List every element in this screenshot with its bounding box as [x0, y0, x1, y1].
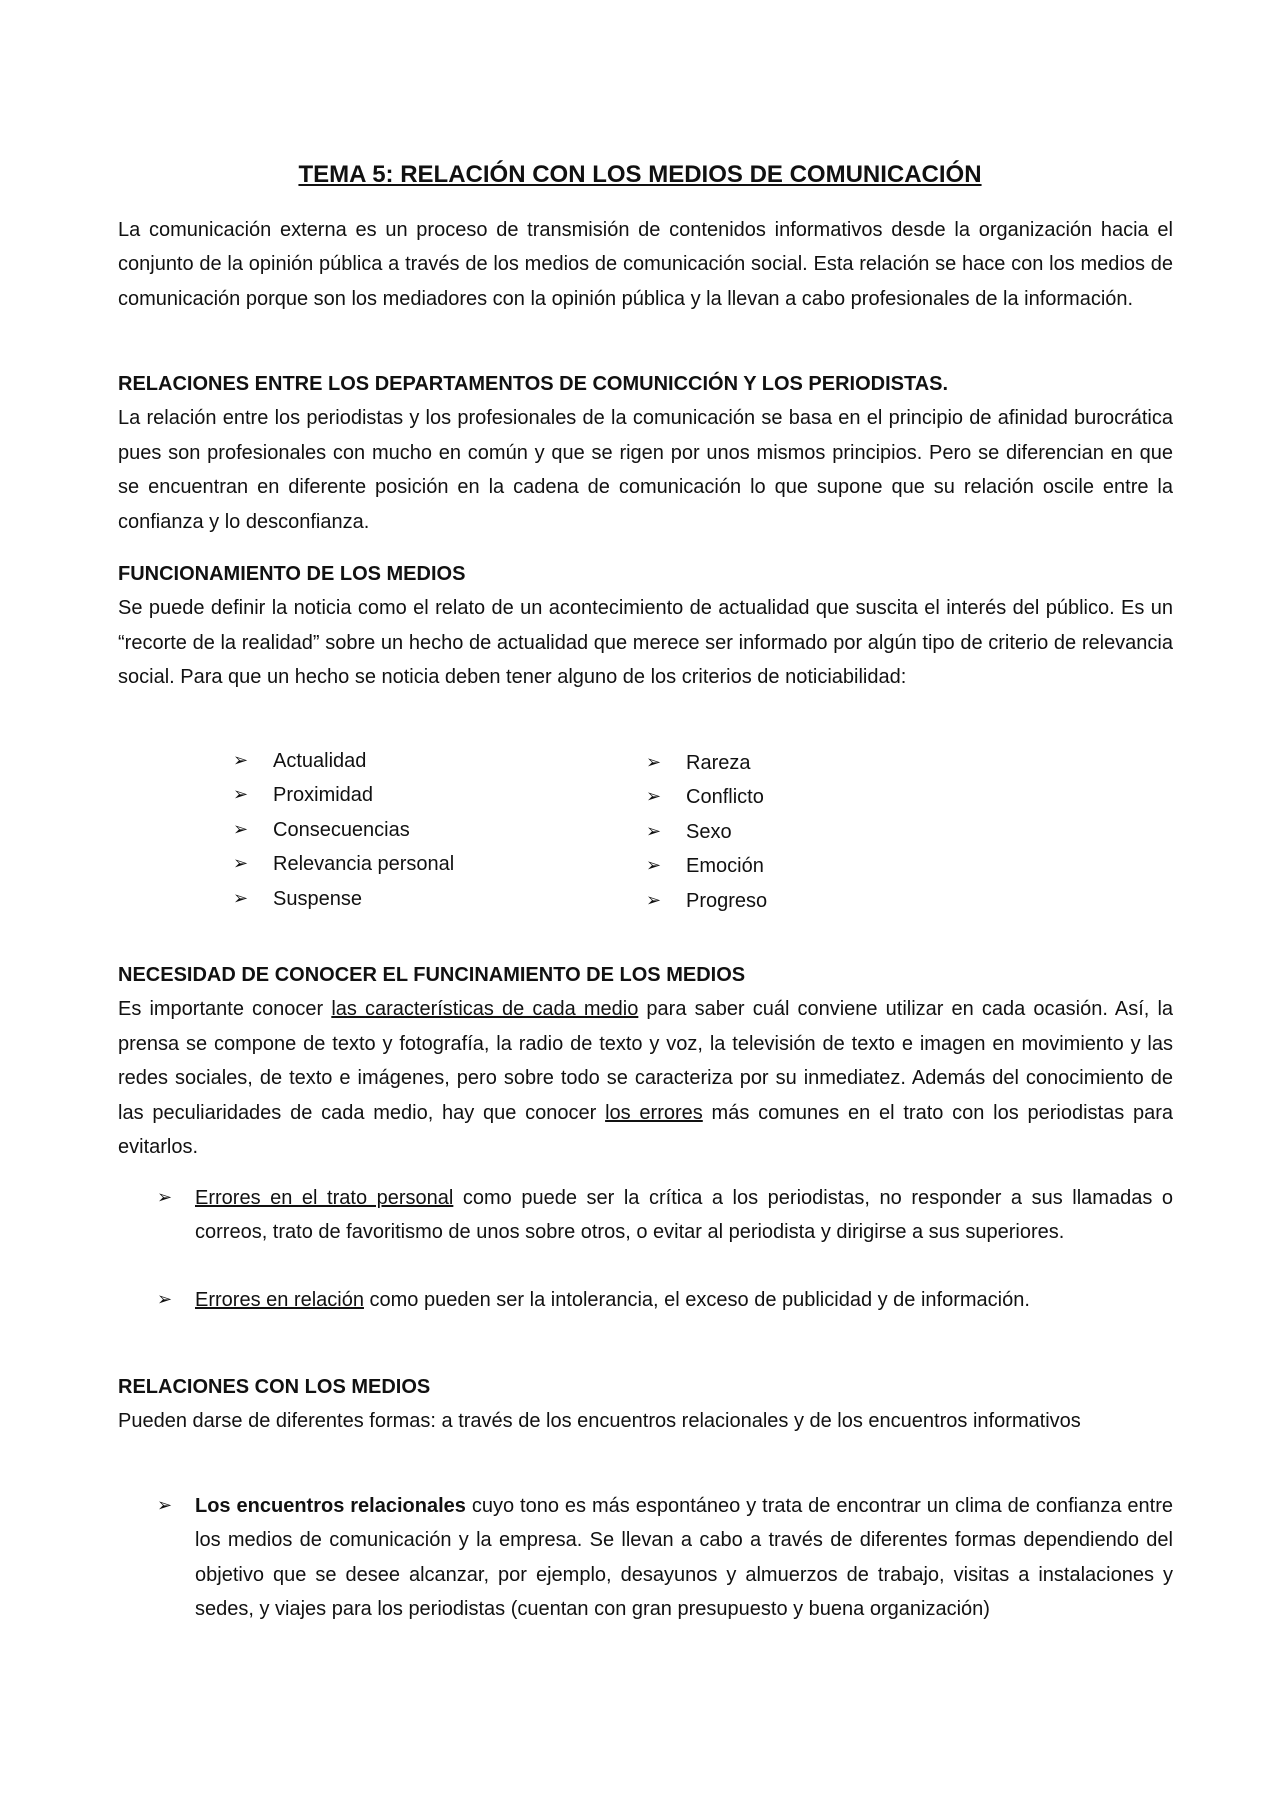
bullet-encuentros-relacionales: ➢ Los encuentros relacionales cuyo tono es más espontáneo y trata de encontrar un clima de confianza entre los medios de comunicación y la empresa. Se llevan a cabo a través de diferentes formas dependiendo del objetivo que se desee alcanzar, por ejemplo, desayunos y almuerzos de trabajo, visitas a instalaciones y sedes, y viajes para los periodistas (cuentan con gran presupuesto y buena organización): [157, 1489, 1173, 1627]
list-item: ➢ Suspense: [233, 882, 653, 916]
arrow-bullet-icon: ➢: [646, 889, 662, 911]
list-item: ➢ Proximidad: [233, 778, 653, 812]
list-item: ➢ Progreso: [646, 884, 1066, 918]
arrow-bullet-icon: ➢: [157, 1187, 173, 1208]
list-item: ➢ Sexo: [646, 815, 1066, 849]
section-heading: FUNCIONAMIENTO DE LOS MEDIOS: [118, 563, 466, 585]
list-item: ➢ Consecuencias: [233, 813, 653, 847]
list-item: ➢ Conflicto: [646, 780, 1066, 814]
arrow-bullet-icon: ➢: [157, 1495, 173, 1516]
arrow-bullet-icon: ➢: [646, 820, 662, 842]
section-body: La relación entre los periodistas y los profesionales de la comunicación se basa en el principio de afinidad burocrática pues son profesionales con mucho en común y que se rigen por unos mismos principios. Pero se diferencian en que se encuentran en diferente posición en la cadena de comunicación lo que supone que su relación oscile entre la confianza y lo desconfianza.: [118, 407, 1173, 533]
arrow-bullet-icon: ➢: [646, 752, 662, 773]
list-item: ➢ Rareza: [646, 746, 1066, 780]
section-relaciones-medios: [118, 1370, 1173, 1439]
arrow-bullet-icon: ➢: [233, 784, 249, 806]
list-item: ➢ Actualidad: [233, 744, 653, 778]
section-body: Pueden darse de diferentes formas: a través de los encuentros relacionales y de los encuentros informativos: [118, 1410, 1081, 1433]
list-item: ➢ Relevancia personal: [233, 847, 653, 881]
arrow-bullet-icon: ➢: [646, 786, 662, 808]
list-item: ➢ Emoción: [646, 849, 1066, 883]
intro-paragraph: [118, 213, 1173, 316]
arrow-bullet-icon: ➢: [233, 750, 249, 771]
section-heading: NECESIDAD DE CONOCER EL FUNCINAMIENTO DE LOS MEDIOS: [118, 964, 746, 986]
intro-text: La comunicación externa es un proceso de transmisión de contenidos informativos desde la organización hacia el conjunto de la opinión pública a través de los medios de comunicación social. Esta relación se hace con los medios de comunicación porque son los mediadores con la opinión pública y la llevan a cabo profesionales de la información.: [118, 219, 1173, 310]
bullet-errores-relacion: ➢ Errores en relación como pueden ser la intolerancia, el exceso de publicidad y de información.: [157, 1283, 1173, 1317]
arrow-bullet-icon: ➢: [233, 887, 249, 909]
section-necesidad: [118, 958, 1173, 1164]
arrow-bullet-icon: ➢: [646, 855, 662, 877]
underlined-phrase: Errores en relación: [195, 1289, 364, 1311]
arrow-bullet-icon: ➢: [157, 1289, 173, 1310]
bold-phrase: Los encuentros relacionales: [195, 1495, 466, 1517]
section-funcionamiento: [118, 557, 1173, 695]
criteria-list-left: [233, 744, 653, 916]
underlined-phrase: Errores en el trato personal: [195, 1187, 454, 1209]
underlined-phrase: los errores: [605, 1101, 703, 1124]
bullet-errores-trato-personal: ➢ Errores en el trato personal como puede ser la crítica a los periodistas, no responder a sus llamadas o correos, trato de favoritismo de unos sobre otros, o evitar al periodista y dirigirse a sus superiores.: [157, 1181, 1173, 1250]
arrow-bullet-icon: ➢: [233, 818, 249, 840]
arrow-bullet-icon: ➢: [233, 853, 249, 875]
section-body: Se puede definir la noticia como el relato de un acontecimiento de actualidad que suscita el interés del público. Es un “recorte de la realidad” sobre un hecho de actualidad que merece ser informado por algún tipo de criterio de relevancia social. Para que un hecho se noticia deben tener alguno de los criterios de noticiabilidad:: [118, 597, 1173, 689]
criteria-list-right: [646, 746, 1066, 918]
section-body: Es importante conocer las características de cada medio para saber cuál conviene utilizar en cada ocasión. Así, la prensa se compone de texto y fotografía, la radio de texto y voz, la televisión de texto e imagen en movimiento y las redes sociales, de texto e imágenes, pero sobre todo se caracteriza por su inmediatez. Además del conocimiento de las peculiaridades de cada medio, hay que conocer los errores más comunes en el trato con los periodistas para evitarlos.: [118, 998, 1174, 1159]
document-title: TEMA 5: RELACIÓN CON LOS MEDIOS DE COMUNICACIÓN: [298, 161, 982, 188]
section-heading: RELACIONES CON LOS MEDIOS: [118, 1376, 431, 1398]
section-relaciones-departamentos: [118, 367, 1173, 539]
underlined-phrase: las características de cada medio: [331, 998, 639, 1021]
section-heading: RELACIONES ENTRE LOS DEPARTAMENTOS DE COMUNICCIÓN Y LOS PERIODISTAS.: [118, 373, 949, 395]
